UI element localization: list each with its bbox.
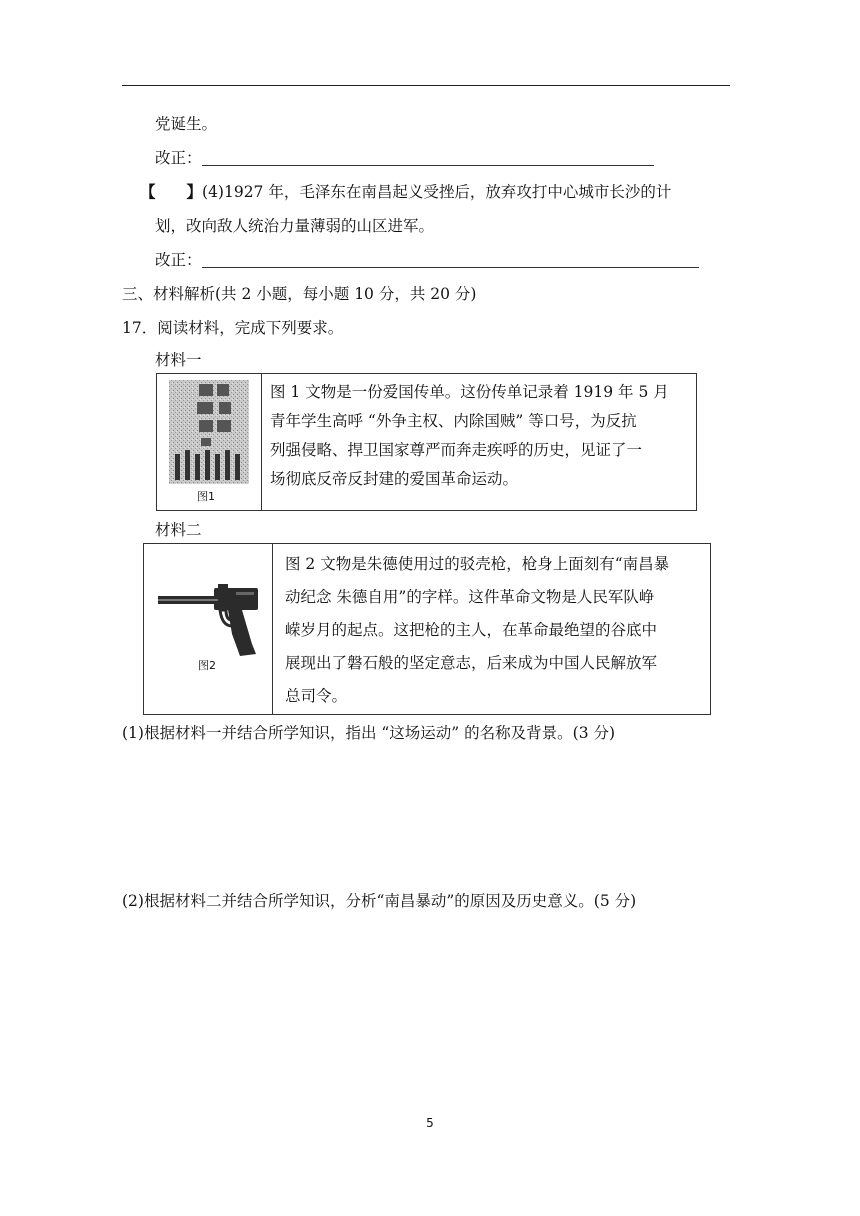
material-2-line: 总司令。 bbox=[285, 687, 348, 705]
header-rule bbox=[122, 85, 730, 86]
material-1-line: 图 1 文物是一份爱国传单。这份传单记录着 1919 年 5 月 bbox=[270, 383, 669, 401]
material-1-label: 材料一 bbox=[155, 351, 202, 369]
answer-blank[interactable] bbox=[202, 151, 654, 166]
section-heading: 三、材料解析(共 2 小题，每小题 10 分，共 20 分) bbox=[122, 285, 477, 303]
correction-line-2 bbox=[155, 250, 699, 270]
figure-1-cell bbox=[157, 374, 262, 510]
top-fragment: 党诞生。 bbox=[155, 115, 218, 133]
material-2-box bbox=[143, 543, 711, 715]
material-2-line: 图 2 文物是朱德使用过的驳壳枪，枪身上面刻有“南昌暴 bbox=[285, 555, 670, 573]
question-17-stem: 17．阅读材料，完成下列要求。 bbox=[122, 319, 344, 337]
material-1-line: 青年学生高呼 “外争主权、内除国贼” 等口号，为反抗 bbox=[270, 412, 637, 430]
sub-question-1: (1)根据材料一并结合所学知识，指出 “这场运动” 的名称及背景。(3 分) bbox=[122, 724, 616, 742]
figure-2-cell bbox=[144, 544, 273, 714]
material-2-line: 嵘岁月的起点。这把枪的主人，在革命最绝望的谷底中 bbox=[285, 621, 658, 639]
question-4-text: (4)1927 年，毛泽东在南昌起义受挫后，放弃攻打中心城市长沙的计 bbox=[202, 183, 672, 201]
mauser-pistol-image bbox=[144, 544, 272, 714]
material-2-line: 展现出了磐石般的坚定意志，后来成为中国人民解放军 bbox=[285, 654, 658, 672]
correction-label: 改正： bbox=[155, 251, 202, 269]
sub-question-2: (2)根据材料二并结合所学知识，分析“南昌暴动”的原因及历史意义。(5 分) bbox=[122, 892, 637, 910]
material-1-box bbox=[156, 373, 697, 511]
material-1-text bbox=[270, 378, 669, 494]
material-2-label: 材料二 bbox=[155, 521, 202, 539]
question-4 bbox=[140, 182, 671, 202]
correction-label: 改正： bbox=[155, 149, 202, 167]
answer-bracket[interactable]: 【 】 bbox=[140, 182, 203, 201]
correction-line-1 bbox=[155, 148, 654, 168]
material-2-line: 动纪念 朱德自用”的字样。这件革命文物是人民军队峥 bbox=[285, 588, 655, 606]
figure-1-caption: 图1 bbox=[197, 490, 215, 503]
answer-blank[interactable] bbox=[202, 253, 699, 268]
material-2-text bbox=[285, 548, 669, 713]
figure-2-caption: 图2 bbox=[198, 659, 216, 672]
question-4-continuation: 划，改向敌人统治力量薄弱的山区进军。 bbox=[155, 217, 435, 235]
page-number: 5 bbox=[426, 1116, 434, 1130]
material-1-line: 场彻底反帝反封建的爱国革命运动。 bbox=[270, 470, 519, 488]
material-1-line: 列强侵略、捍卫国家尊严而奔走疾呼的历史，见证了一 bbox=[270, 441, 643, 459]
